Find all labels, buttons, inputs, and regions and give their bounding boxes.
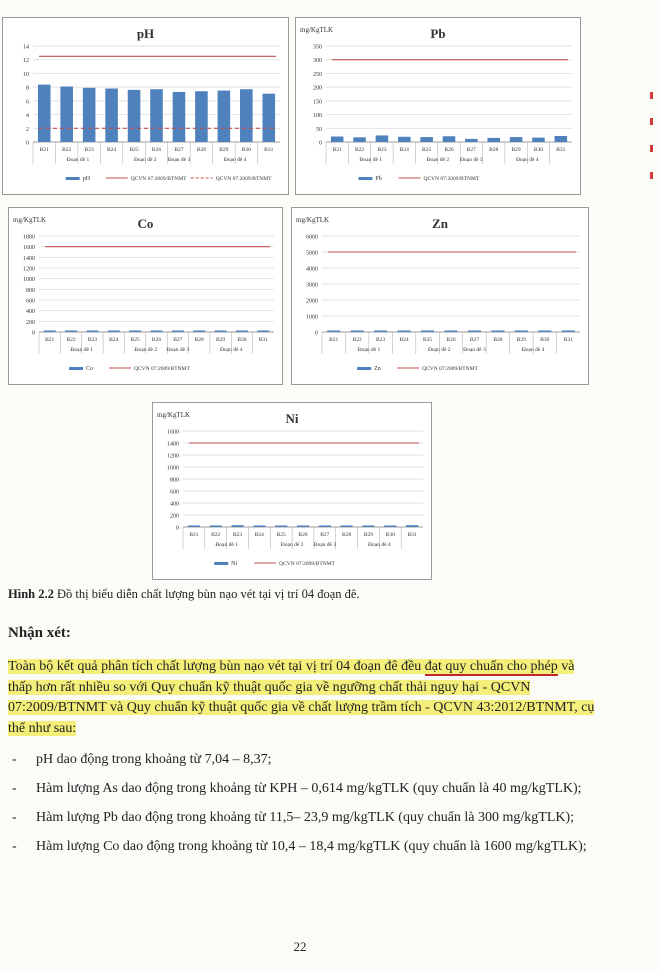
- x-tick-label: B29: [363, 532, 374, 538]
- bar: [253, 526, 265, 528]
- legend-label: Ni: [231, 561, 238, 567]
- bar: [384, 526, 396, 528]
- bar: [240, 89, 253, 142]
- bar: [398, 331, 411, 333]
- legend-swatch: [66, 177, 80, 180]
- group-label: Đoạn đê 2: [133, 157, 157, 163]
- x-tick-label: B21: [189, 532, 199, 538]
- legend-swatch: [214, 562, 228, 565]
- x-tick-label: B24: [254, 532, 264, 538]
- x-tick-label: B22: [66, 337, 76, 343]
- group-label: Đoạn đê 4: [223, 157, 247, 163]
- bar: [129, 331, 141, 333]
- bar: [468, 331, 481, 333]
- bar: [444, 331, 457, 333]
- x-tick-label: B21: [332, 147, 342, 153]
- list-item: - Hàm lượng Co dao động trong khoảng từ 10,4 – 18,4 mg/kgTLK (quy chuẩn là 1600 mg/kgTLK);: [12, 839, 587, 854]
- x-tick-label: B24: [109, 337, 119, 343]
- bar: [215, 331, 227, 333]
- group-label: Đoạn đê 2: [427, 347, 451, 353]
- chart-ni: [152, 402, 432, 580]
- paragraph-part-3: và thấp hơn rất nhiều so với Quy chuẩn kỹ thuật quốc gia về ngưỡng chất thải nguy hại - QCVN 07:2009/BTNMT và Quy chuẩn kỹ thuật quốc gia về chất lượng trầm tích - QCVN 43:2012/BTNMT, cụ thể như sau:: [8, 659, 595, 736]
- group-label: Đoạn đê 3: [313, 542, 337, 548]
- x-tick-label: B28: [194, 337, 204, 343]
- page-number: 22: [293, 939, 307, 954]
- y-tick-label: 800: [26, 287, 35, 294]
- y-tick-label: 5000: [306, 250, 318, 257]
- bar: [491, 331, 504, 333]
- y-tick-label: 0: [32, 330, 35, 337]
- margin-mark: [650, 145, 653, 152]
- y-tick-label: 12: [23, 58, 29, 65]
- bar: [376, 135, 389, 142]
- bullet-list: [8, 750, 608, 866]
- y-axis-label: mg/KgTLK: [296, 216, 330, 224]
- figure-caption-label: Hình 2.2: [8, 587, 54, 601]
- x-tick-label: B30: [533, 147, 544, 153]
- bar: [327, 331, 340, 333]
- x-tick-label: B31: [258, 337, 268, 343]
- y-tick-label: 1600: [167, 429, 179, 436]
- chart-svg: [153, 403, 431, 579]
- list-item: - Hàm lượng As dao động trong khoảng từ KPH – 0,614 mg/kgTLK (quy chuẩn là 40 mg/kgTLK);: [12, 781, 582, 796]
- y-tick-label: 14: [23, 44, 29, 51]
- chart-title: pH: [136, 26, 155, 41]
- x-tick-label: B28: [493, 337, 503, 343]
- x-tick-label: B23: [377, 147, 387, 153]
- x-tick-label: B22: [211, 532, 221, 538]
- x-tick-label: B24: [107, 147, 117, 153]
- chart-svg: [3, 18, 288, 194]
- x-tick-label: B29: [516, 337, 526, 343]
- x-tick-label: B22: [354, 147, 365, 153]
- group-label: Đoạn đê 2: [280, 542, 304, 548]
- group-label: Đoạn đê 1: [70, 347, 94, 353]
- x-tick-label: B26: [298, 532, 308, 538]
- y-tick-label: 0: [315, 330, 318, 337]
- legend-label: pH: [82, 176, 91, 182]
- x-tick-label: B23: [84, 147, 94, 153]
- bar: [151, 331, 163, 333]
- x-tick-label: B22: [62, 147, 72, 153]
- margin-mark: [650, 118, 653, 125]
- bar: [105, 89, 118, 142]
- paragraph-part-2: đạt quy chuẩn cho phép: [424, 659, 558, 674]
- bar: [108, 331, 120, 333]
- bar: [236, 331, 248, 333]
- y-tick-label: 6000: [306, 234, 318, 241]
- chart-svg: [9, 208, 282, 384]
- x-tick-label: B28: [196, 147, 206, 153]
- figure-caption: [8, 587, 648, 602]
- group-label: Đoạn đê 4: [368, 542, 391, 548]
- y-tick-label: 0: [26, 140, 29, 147]
- y-tick-label: 150: [313, 99, 322, 106]
- bar: [351, 331, 364, 333]
- bar: [319, 526, 331, 528]
- x-tick-label: B27: [469, 337, 480, 343]
- bar: [374, 331, 387, 333]
- list-item-text: Hàm lượng Co dao động trong khoảng từ 10,4 – 18,4 mg/kgTLK (quy chuẩn là 1600 mg/kgTLK);: [36, 839, 587, 854]
- x-tick-label: B25: [130, 337, 140, 343]
- group-label: Đoạn đê 1: [215, 542, 238, 548]
- bar: [193, 331, 205, 333]
- y-tick-label: 10: [23, 71, 29, 78]
- y-tick-label: 1200: [23, 266, 35, 273]
- x-tick-label: B25: [129, 147, 139, 153]
- chart-title: Co: [137, 216, 154, 231]
- x-tick-label: B21: [45, 337, 55, 343]
- chart-title: Ni: [285, 411, 299, 426]
- bar: [38, 85, 51, 142]
- legend-label: Co: [86, 366, 94, 372]
- x-tick-label: B26: [446, 337, 456, 343]
- margin-mark: [650, 172, 653, 179]
- x-tick-label: B30: [385, 532, 395, 538]
- chart-title: Zn: [432, 216, 448, 231]
- x-tick-label: B30: [241, 147, 251, 153]
- group-label: Đoạn đê 1: [66, 157, 90, 163]
- list-item: - Hàm lượng Pb dao động trong khoảng từ 11,5– 23,9 mg/kgTLK (quy chuẩn là 300 mg/kgTLK);: [12, 810, 575, 825]
- bar: [44, 331, 56, 333]
- group-label: Đoạn đê 3: [167, 157, 191, 163]
- group-label: Đoạn đê 4: [521, 347, 545, 353]
- y-tick-label: 400: [170, 501, 179, 508]
- x-tick-label: B27: [466, 147, 476, 153]
- y-tick-label: 350: [313, 44, 322, 51]
- y-tick-label: 2000: [306, 298, 318, 305]
- chart-ph: [2, 17, 289, 195]
- chart-svg: [296, 18, 580, 194]
- y-tick-label: 100: [313, 113, 322, 120]
- group-label: Đoạn đê 3: [463, 347, 486, 353]
- y-tick-label: 400: [26, 309, 35, 316]
- y-tick-label: 1000: [306, 314, 318, 321]
- y-tick-label: 1600: [23, 245, 35, 252]
- y-tick-label: 3000: [306, 282, 318, 289]
- x-tick-label: B29: [219, 147, 229, 153]
- bar: [257, 331, 269, 333]
- x-tick-label: B31: [556, 147, 566, 153]
- y-tick-label: 6: [26, 99, 29, 106]
- x-tick-label: B23: [232, 532, 243, 538]
- legend-label: QCVN 07:2009/BTNMT: [130, 176, 187, 182]
- y-tick-label: 0: [176, 525, 179, 532]
- legend-swatch: [358, 177, 372, 180]
- bar: [420, 137, 433, 142]
- legend-label: Zn: [374, 366, 381, 372]
- bar: [297, 526, 309, 528]
- x-tick-label: B24: [399, 147, 409, 153]
- paragraph-part-1: Toàn bộ kết quả phân tích chất lượng bùn nạo vét tại vị trí 04 đoạn đê đều: [8, 659, 425, 674]
- bar: [515, 331, 528, 333]
- chart-pb: [295, 17, 581, 195]
- y-axis-label: mg/KgTLK: [300, 26, 334, 34]
- bar: [398, 137, 411, 142]
- group-label: Đoạn đê 3: [166, 347, 190, 353]
- y-tick-label: 1000: [23, 277, 35, 284]
- bar: [555, 136, 568, 142]
- bar: [406, 525, 418, 527]
- y-tick-label: 300: [313, 58, 322, 65]
- bar: [421, 331, 434, 333]
- group-label: Đoạn đê 2: [426, 157, 450, 163]
- legend-label: QCVN 07:2009/BTNMT: [134, 366, 190, 372]
- bar: [362, 525, 374, 527]
- bar: [83, 88, 96, 142]
- bar: [275, 526, 287, 528]
- x-tick-label: B28: [489, 147, 499, 153]
- bar: [562, 331, 575, 333]
- group-label: Đoạn đê 2: [134, 347, 158, 353]
- x-tick-label: B27: [174, 147, 184, 153]
- x-tick-label: B21: [329, 337, 339, 343]
- bar: [538, 331, 551, 333]
- y-tick-label: 50: [316, 126, 322, 133]
- list-item: - pH dao động trong khoảng từ 7,04 – 8,37;: [12, 752, 272, 767]
- group-label: Đoạn đê 1: [359, 157, 383, 163]
- chart-svg: [292, 208, 588, 384]
- group-label: Đoạn đê 3: [460, 157, 483, 163]
- legend-swatch: [69, 367, 83, 370]
- figure-caption-text: Đồ thị biểu diễn chất lượng bùn nạo vét tại vị trí 04 đoạn đê.: [53, 587, 360, 601]
- y-tick-label: 200: [26, 319, 35, 326]
- x-tick-label: B31: [563, 337, 573, 343]
- x-tick-label: B24: [399, 337, 409, 343]
- bar: [60, 86, 73, 142]
- y-tick-label: 8: [26, 85, 29, 92]
- legend-swatch: [357, 367, 371, 370]
- x-tick-label: B27: [320, 532, 330, 538]
- bar: [231, 525, 243, 527]
- bar: [218, 91, 231, 142]
- remark-paragraph: [8, 657, 598, 739]
- y-tick-label: 4000: [306, 266, 318, 273]
- bar: [262, 94, 275, 142]
- bar: [150, 89, 163, 142]
- x-tick-label: B23: [87, 337, 97, 343]
- legend-label: Pb: [375, 176, 382, 182]
- x-tick-label: B25: [422, 147, 432, 153]
- bar: [487, 138, 500, 142]
- section-heading: Nhận xét:: [8, 625, 71, 641]
- bar: [210, 526, 222, 528]
- bar: [331, 137, 344, 142]
- y-axis-label: mg/KgTLK: [157, 411, 191, 419]
- legend-label: QCVN 07:2009/BTNMT: [422, 366, 478, 372]
- y-tick-label: 600: [170, 489, 179, 496]
- group-label: Đoạn đê 1: [357, 347, 381, 353]
- margin-mark: [650, 92, 653, 99]
- x-tick-label: B26: [151, 337, 162, 343]
- y-tick-label: 0: [319, 140, 322, 147]
- bar: [353, 137, 366, 142]
- bar: [173, 92, 186, 142]
- x-tick-label: B27: [173, 337, 183, 343]
- x-tick-label: B30: [237, 337, 247, 343]
- list-item-text: pH dao động trong khoảng từ 7,04 – 8,37;: [36, 752, 272, 767]
- legend-label: QCVN 07:2009/BTNMT: [423, 176, 480, 182]
- y-tick-label: 800: [170, 477, 179, 484]
- bar: [128, 90, 141, 142]
- x-tick-label: B30: [540, 337, 550, 343]
- x-tick-label: B23: [376, 337, 386, 343]
- x-tick-label: B31: [264, 147, 274, 153]
- y-tick-label: 1400: [167, 441, 179, 448]
- y-tick-label: 1800: [23, 234, 35, 241]
- group-label: Đoạn đê 4: [515, 157, 539, 163]
- bar: [195, 91, 208, 142]
- group-label: Đoạn đê 4: [219, 347, 243, 353]
- x-tick-label: B25: [422, 337, 433, 343]
- bar: [341, 526, 353, 528]
- y-tick-label: 1400: [23, 255, 35, 262]
- y-tick-label: 250: [313, 71, 322, 78]
- bar: [510, 137, 523, 142]
- bar: [172, 331, 184, 333]
- x-tick-label: B22: [352, 337, 362, 343]
- y-tick-label: 200: [313, 85, 322, 92]
- legend-label: QCVN 07:2009/BTNMT: [215, 176, 272, 182]
- bar: [86, 331, 98, 333]
- y-tick-label: 200: [170, 513, 179, 520]
- bar: [188, 526, 200, 528]
- chart-title: Pb: [430, 26, 446, 41]
- y-tick-label: 1200: [167, 453, 179, 460]
- x-tick-label: B25: [276, 532, 286, 538]
- chart-co: [8, 207, 283, 385]
- y-tick-label: 4: [26, 113, 29, 120]
- x-tick-label: B31: [407, 532, 417, 538]
- bar: [465, 139, 478, 142]
- legend-label: QCVN 07:2009/BTNMT: [279, 561, 335, 567]
- bar: [65, 331, 77, 333]
- y-axis-label: mg/KgTLK: [13, 216, 47, 224]
- bar: [532, 138, 545, 142]
- x-tick-label: B26: [151, 147, 162, 153]
- x-tick-label: B28: [342, 532, 352, 538]
- x-tick-label: B21: [39, 147, 49, 153]
- y-tick-label: 600: [26, 298, 35, 305]
- x-tick-label: B26: [444, 147, 454, 153]
- list-item-text: Hàm lượng As dao động trong khoảng từ KPH – 0,614 mg/kgTLK (quy chuẩn là 40 mg/kgTLK);: [36, 781, 582, 796]
- y-tick-label: 2: [26, 126, 29, 133]
- chart-zn: [291, 207, 589, 385]
- list-item-text: Hàm lượng Pb dao động trong khoảng từ 11,5– 23,9 mg/kgTLK (quy chuẩn là 300 mg/kgTLK);: [36, 810, 575, 825]
- y-tick-label: 1000: [167, 465, 179, 472]
- x-tick-label: B29: [216, 337, 226, 343]
- bar: [443, 136, 456, 142]
- x-tick-label: B29: [511, 147, 521, 153]
